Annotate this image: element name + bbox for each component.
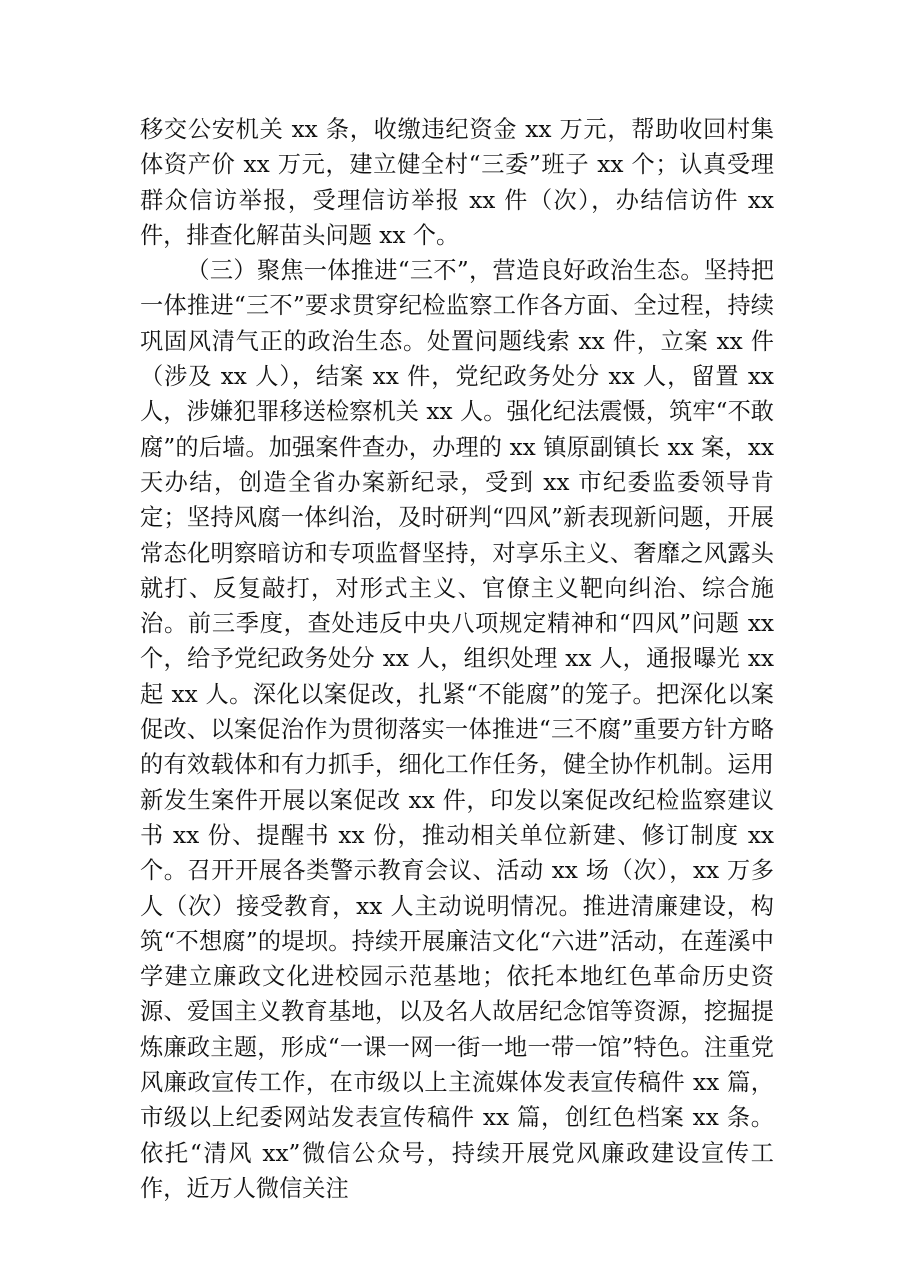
document-body — [140, 112, 774, 1206]
paragraph-continuation: 移交公安机关 xx 条，收缴违纪资金 xx 万元，帮助收回村集体资产价 xx 万元，建立健全村“三委”班子 xx 个；认真受理群众信访举报，受理信访举报 xx 件（次），办结信访件 xx 件，排查化解苗头问题 xx 个。 — [140, 116, 774, 249]
paragraph-section-three: （三）聚焦一体推进“三不”，营造良好政治生态。坚持把一体推进“三不”要求贯穿纪检监察工作各方面、全过程，持续巩固风清气正的政治生态。处置问题线索 xx 件，立案 xx 件（涉及 xx 人），结案 xx 件，党纪政务处分 xx 人，留置 xx 人，涉嫌犯罪移送检察机关 xx 人。强化纪法震慑，筑牢“不敢腐”的后墙。加强案件查办，办理的 xx 镇原副镇长 xx 案，xx 天办结，创造全省办案新纪录，受到 xx 市纪委监委领导肯定；坚持风腐一体纠治，及时研判“四风”新表现新问题，开展常态化明察暗访和专项监督坚持，对享乐主义、奢靡之风露头就打、反复敲打，对形式主义、官僚主义靶向纠治、综合施治。前三季度，查处违反中央八项规定精神和“四风”问题 xx 个，给予党纪政务处分 xx 人，组织处理 xx 人，通报曝光 xx 起 xx 人。深化以案促改，扎紧“不能腐”的笼子。把深化以案促改、以案促治作为贯彻落实一体推进“三不腐”重要方针方略的有效载体和有力抓手，细化工作任务，健全协作机制。运用新发生案件开展以案促改 xx 件，印发以案促改纪检监察建议书 xx 份、提醒书 xx 份，推动相关单位新建、修订制度 xx 个。召开开展各类警示教育会议、活动 xx 场（次），xx 万多人（次）接受教育，xx 人主动说明情况。推进清廉建设，构筑“不想腐”的堤坝。持续开展廉洁文化“六进”活动，在莲溪中学建立廉政文化进校园示范基地；依托本地红色革命历史资源、爱国主义教育基地，以及名人故居纪念馆等资源，挖掘提炼廉政主题，形成“一课一网一街一地一带一馆”特色。注重党风廉政宣传工作，在市级以上主流媒体发表宣传稿件 xx 篇，市级以上纪委网站发表宣传稿件 xx 篇，创红色档案 xx 条。依托“清风 xx”微信公众号，持续开展党风廉政建设宣传工作，近万人微信关注 — [140, 257, 774, 1202]
